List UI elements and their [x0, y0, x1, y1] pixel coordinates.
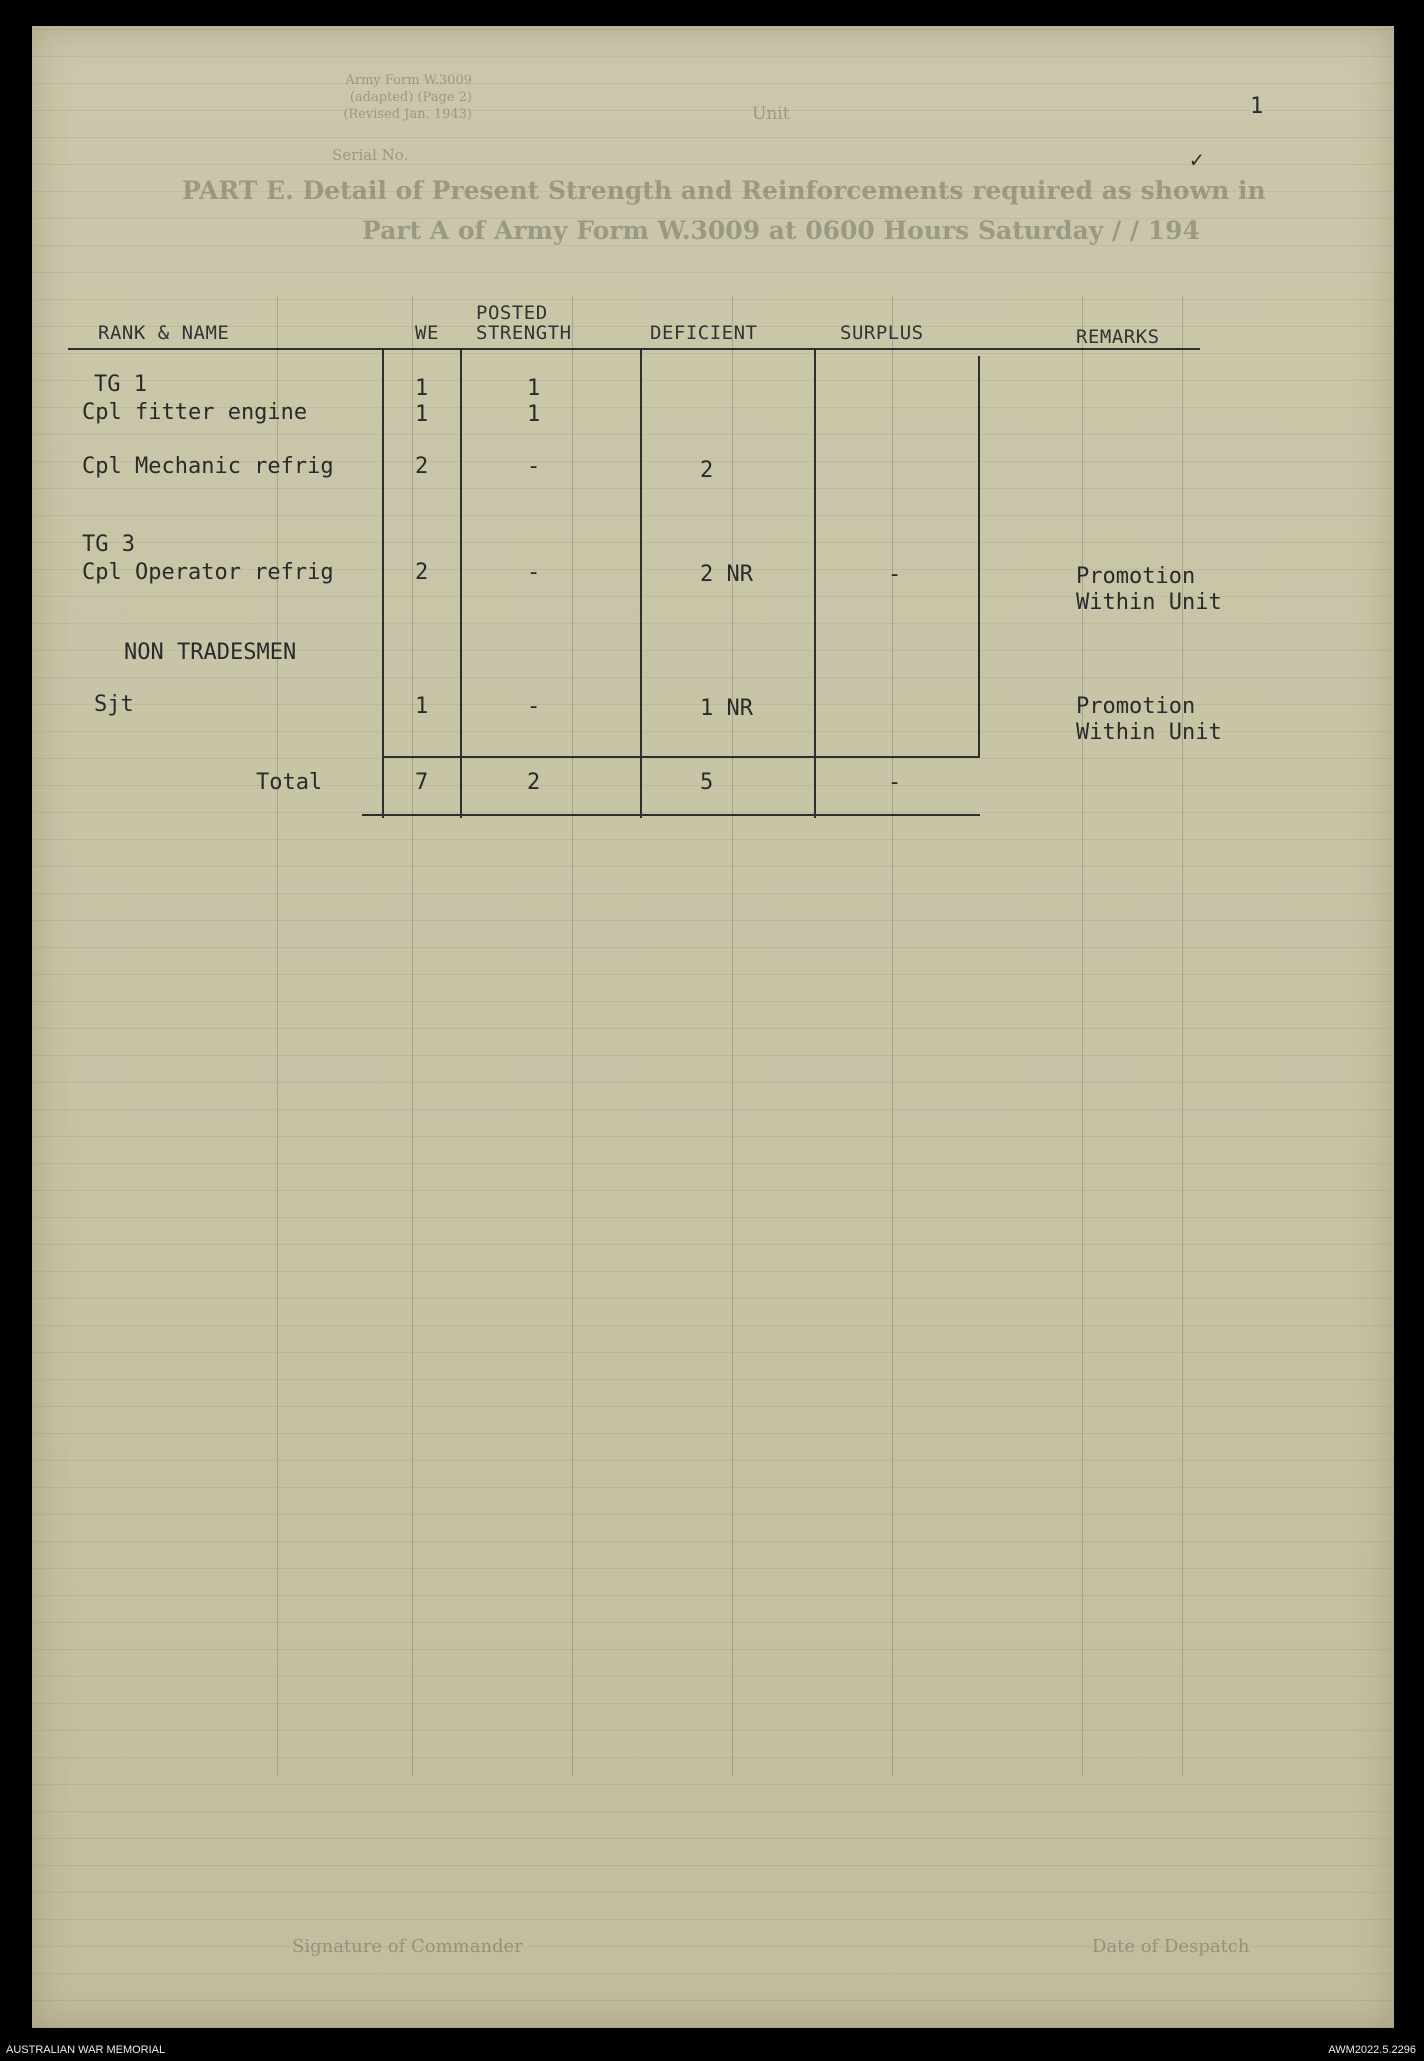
- signature-commander: Signature of Commander: [292, 1936, 523, 1957]
- total-surplus: -: [888, 770, 902, 795]
- tick-mark: ✓: [1190, 148, 1204, 173]
- col-strength: STRENGTH: [476, 322, 572, 344]
- row-operator-deficient: 2 NR: [700, 562, 753, 587]
- serial-label: Serial No.: [332, 146, 409, 164]
- row-operator-strength: -: [527, 560, 541, 585]
- row-sjt-we: 1: [415, 694, 429, 719]
- row-sjt-strength: -: [527, 694, 541, 719]
- row-mechanic-deficient: 2: [700, 458, 714, 483]
- col-surplus: SURPLUS: [840, 322, 924, 344]
- row-operator-surplus: -: [888, 562, 902, 587]
- row-sjt-deficient: 1 NR: [700, 696, 753, 721]
- row-tg3-name: TG 3: [82, 532, 135, 557]
- row-sjt-remarks: Promotion Within Unit: [1076, 694, 1222, 745]
- footer-credit: AUSTRALIAN WAR MEMORIAL: [6, 2044, 166, 2056]
- total-label: Total: [256, 770, 323, 795]
- form-reference: Army Form W.3009 (adapted) (Page 2) (Revised Jan. 1943): [343, 73, 472, 122]
- part-title-line1: PART E. Detail of Present Strength and Reinforcements required as shown in: [182, 176, 1266, 205]
- col-remarks: REMARKS: [1076, 326, 1160, 348]
- row-mechanic-strength: -: [527, 454, 541, 479]
- row-sjt-name: Sjt: [94, 692, 134, 717]
- row-fitter-strength: 1: [527, 402, 541, 427]
- part-title-line2: Part A of Army Form W.3009 at 0600 Hours Saturday / / 194: [362, 216, 1200, 245]
- col-posted: POSTED: [476, 302, 548, 324]
- row-tg1-name: TG 1: [94, 372, 147, 397]
- row-tg1-we: 1: [415, 376, 429, 401]
- total-we: 7: [415, 770, 429, 795]
- row-mechanic-we: 2: [415, 454, 429, 479]
- row-fitter-name: Cpl fitter engine: [82, 400, 308, 425]
- total-strength: 2: [527, 770, 541, 795]
- col-we: WE: [415, 322, 439, 344]
- row-operator-remarks: Promotion Within Unit: [1076, 564, 1222, 615]
- row-mechanic-name: Cpl Mechanic refrig: [82, 454, 334, 479]
- row-operator-we: 2: [415, 560, 429, 585]
- footer-accession: AWM2022.5.2296: [1328, 2044, 1416, 2056]
- row-tg1-strength: 1: [527, 376, 541, 401]
- page-mark: 1: [1250, 94, 1264, 119]
- total-deficient: 5: [700, 770, 714, 795]
- footer-bar: [0, 2032, 1424, 2061]
- col-rank-name: RANK & NAME: [98, 322, 230, 344]
- date-of-despatch: Date of Despatch: [1092, 1936, 1250, 1957]
- unit-label: Unit: [752, 104, 790, 124]
- row-fitter-we: 1: [415, 402, 429, 427]
- form-page: [32, 26, 1394, 2028]
- col-deficient: DEFICIENT: [650, 322, 758, 344]
- row-nontradesmen-name: NON TRADESMEN: [124, 640, 297, 665]
- row-operator-name: Cpl Operator refrig: [82, 560, 334, 585]
